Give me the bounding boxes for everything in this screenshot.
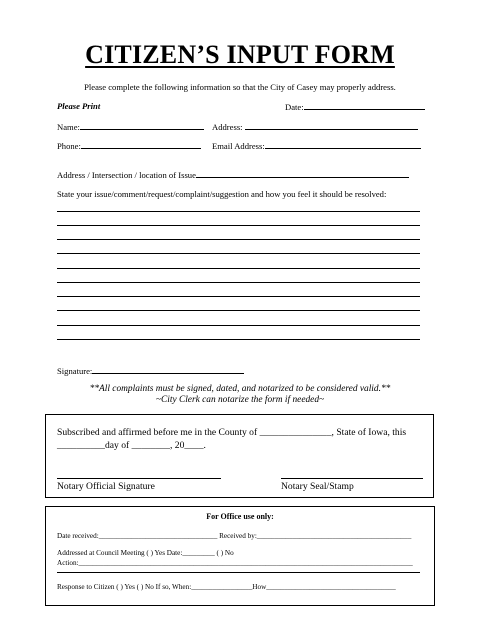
- signature-label: Signature:: [57, 366, 93, 376]
- phone-label: Phone:: [57, 141, 81, 151]
- date-line[interactable]: [304, 101, 425, 110]
- issue-line[interactable]: [57, 296, 420, 297]
- issue-line[interactable]: [57, 282, 420, 283]
- issue-line[interactable]: [57, 339, 420, 340]
- signature-line[interactable]: [92, 365, 244, 374]
- location-line[interactable]: [196, 169, 409, 178]
- office-addressed: Addressed at Council Meeting ( ) Yes Date:_________ ( ) No: [57, 549, 234, 557]
- location-field[interactable]: [57, 169, 409, 180]
- office-date-received: Date received:_________________________________ Received by:___________________________________________: [57, 532, 412, 540]
- please-print-label: Please Print: [57, 101, 101, 111]
- address-label: Address:: [212, 122, 243, 132]
- email-label: Email Address:: [212, 141, 265, 151]
- signature-field[interactable]: [57, 365, 244, 376]
- notary-seal-line[interactable]: [281, 478, 423, 479]
- notary-signature-label: Notary Official Signature: [57, 481, 155, 492]
- issue-line[interactable]: [57, 225, 420, 226]
- issue-line[interactable]: [57, 310, 420, 311]
- validity-notice: **All complaints must be signed, dated, and notarized to be considered valid.**: [89, 384, 391, 394]
- form-title: CITIZEN’S INPUT FORM: [85, 40, 395, 69]
- issue-line[interactable]: [57, 211, 420, 212]
- clerk-notice: ~City Clerk can notarize the form if needed~: [155, 395, 325, 405]
- notary-signature-line[interactable]: [57, 478, 221, 479]
- notary-seal-label: Notary Seal/Stamp: [281, 481, 354, 492]
- date-label: Date:: [285, 102, 304, 112]
- name-line[interactable]: [80, 121, 204, 130]
- issue-line[interactable]: [57, 239, 420, 240]
- office-action: Action:_____________________________________________________________________________________________: [57, 559, 413, 567]
- address-line[interactable]: [245, 121, 418, 130]
- issue-prompt: State your issue/comment/request/complaint/suggestion and how you feel it should be resolved:: [57, 189, 387, 199]
- date-field[interactable]: [285, 101, 425, 112]
- notary-text-line2: __________day of ________, 20____.: [57, 440, 206, 451]
- notary-text-line1: Subscribed and affirmed before me in the County of _______________, State of Iowa, this: [57, 427, 407, 438]
- email-line[interactable]: [265, 140, 421, 149]
- form-intro: Please complete the following information so that the City of Casey may properly address.: [84, 82, 396, 92]
- email-field[interactable]: [212, 140, 421, 151]
- location-label: Address / Intersection / location of Issue: [57, 170, 196, 180]
- issue-line[interactable]: [57, 268, 420, 269]
- phone-line[interactable]: [81, 140, 201, 149]
- office-response: Response to Citizen ( ) Yes ( ) No If so, When:_________________How____________________________________: [57, 583, 396, 591]
- name-field[interactable]: [57, 121, 204, 132]
- issue-line[interactable]: [57, 325, 420, 326]
- phone-field[interactable]: [57, 140, 201, 151]
- address-field[interactable]: [212, 121, 418, 132]
- issue-line[interactable]: [57, 253, 420, 254]
- office-action-line[interactable]: [57, 572, 420, 573]
- name-label: Name:: [57, 122, 80, 132]
- office-use-heading: For Office use only:: [206, 512, 274, 521]
